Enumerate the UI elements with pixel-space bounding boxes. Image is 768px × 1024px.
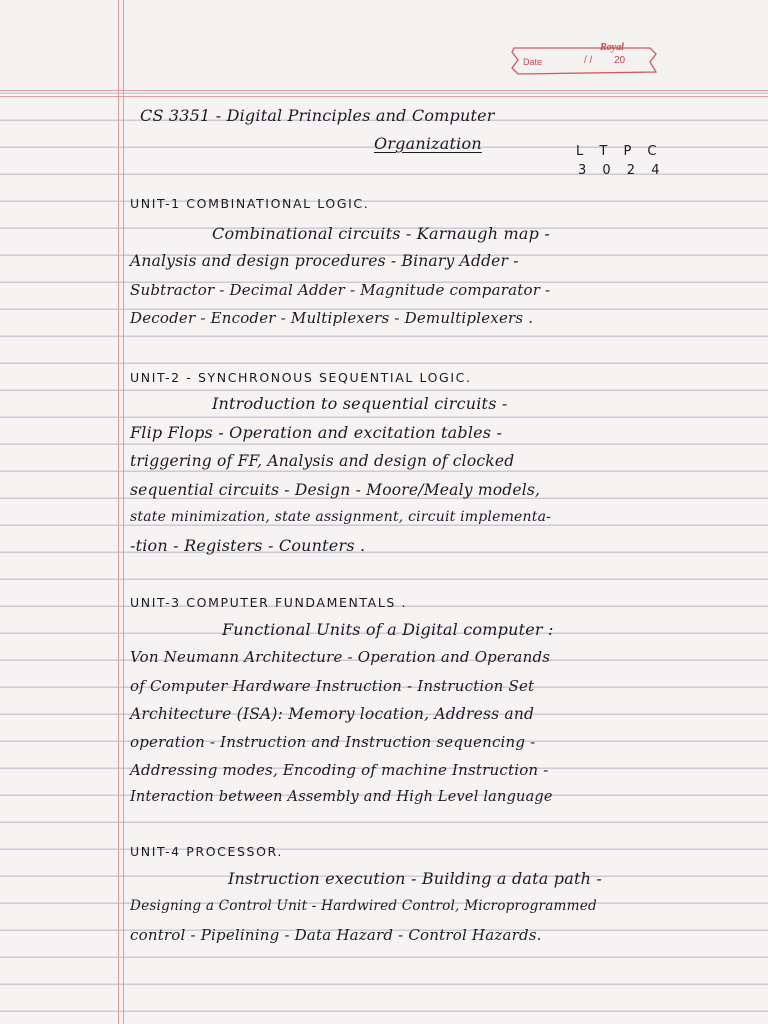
unit-1-title: UNIT-1 COMBINATIONAL LOGIC. [130, 196, 370, 211]
unit-2-line-2: Flip Flops - Operation and excitation tables - [130, 423, 503, 442]
course-title-line2: Organization [374, 134, 482, 153]
unit-2-line-4: sequential circuits - Design - Moore/Mealy models, [130, 481, 541, 499]
stamp-date-slot: / / [584, 55, 593, 66]
unit-2-line-6: -tion - Registers - Counters . [130, 536, 366, 555]
unit-3-line-3: of Computer Hardware Instruction - Instruction Set [130, 677, 535, 695]
unit-4-line-2: Designing a Control Unit - Hardwired Control, Microprogrammed [130, 898, 597, 914]
unit-1-line-2: Analysis and design procedures - Binary Adder - [130, 252, 519, 270]
unit-2-title: UNIT-2 - SYNCHRONOUS SEQUENTIAL LOGIC. [130, 370, 472, 385]
stamp-year: 20 [614, 55, 626, 66]
header-rule-bottom [0, 96, 768, 97]
unit-3-line-7: Interaction between Assembly and High Level language [130, 789, 553, 805]
unit-3-line-4: Architecture (ISA): Memory location, Address and [130, 705, 535, 723]
unit-2-line-5: state minimization, state assignment, circuit implementa- [130, 509, 552, 525]
unit-1-line-4: Decoder - Encoder - Multiplexers - Demultiplexers . [130, 309, 534, 327]
margin-line-left [118, 0, 119, 1024]
ltpc-values: 3 0 2 4 [578, 163, 666, 178]
unit-3-line-2: Von Neumann Architecture - Operation and Operands [130, 648, 551, 666]
date-stamp [510, 42, 658, 78]
margin-line-right [123, 0, 124, 1024]
unit-1-line-1: Combinational circuits - Karnaugh map - [212, 224, 550, 243]
header-rule-top [0, 90, 768, 91]
unit-2-line-3: triggering of FF, Analysis and design of clocked [130, 452, 515, 470]
course-title: CS 3351 - Digital Principles and Computer [140, 106, 495, 125]
stamp-date-label: Date [523, 57, 543, 67]
unit-3-line-5: operation - Instruction and Instruction sequencing - [130, 733, 536, 751]
stamp-brand: Royal [600, 42, 624, 53]
unit-2-line-1: Introduction to sequential circuits - [212, 394, 508, 413]
unit-4-line-3: control - Pipelining - Data Hazard - Control Hazards. [130, 926, 542, 944]
unit-4-title: UNIT-4 PROCESSOR. [130, 844, 283, 859]
unit-3-line-6: Addressing modes, Encoding of machine Instruction - [130, 761, 549, 779]
unit-3-line-1: Functional Units of a Digital computer : [222, 620, 554, 639]
unit-4-line-1: Instruction execution - Building a data path - [228, 869, 602, 888]
unit-3-title: UNIT-3 COMPUTER FUNDAMENTALS . [130, 595, 408, 610]
unit-1-line-3: Subtractor - Decimal Adder - Magnitude comparator - [130, 281, 551, 299]
ltpc-letters: L T P C [576, 144, 663, 159]
